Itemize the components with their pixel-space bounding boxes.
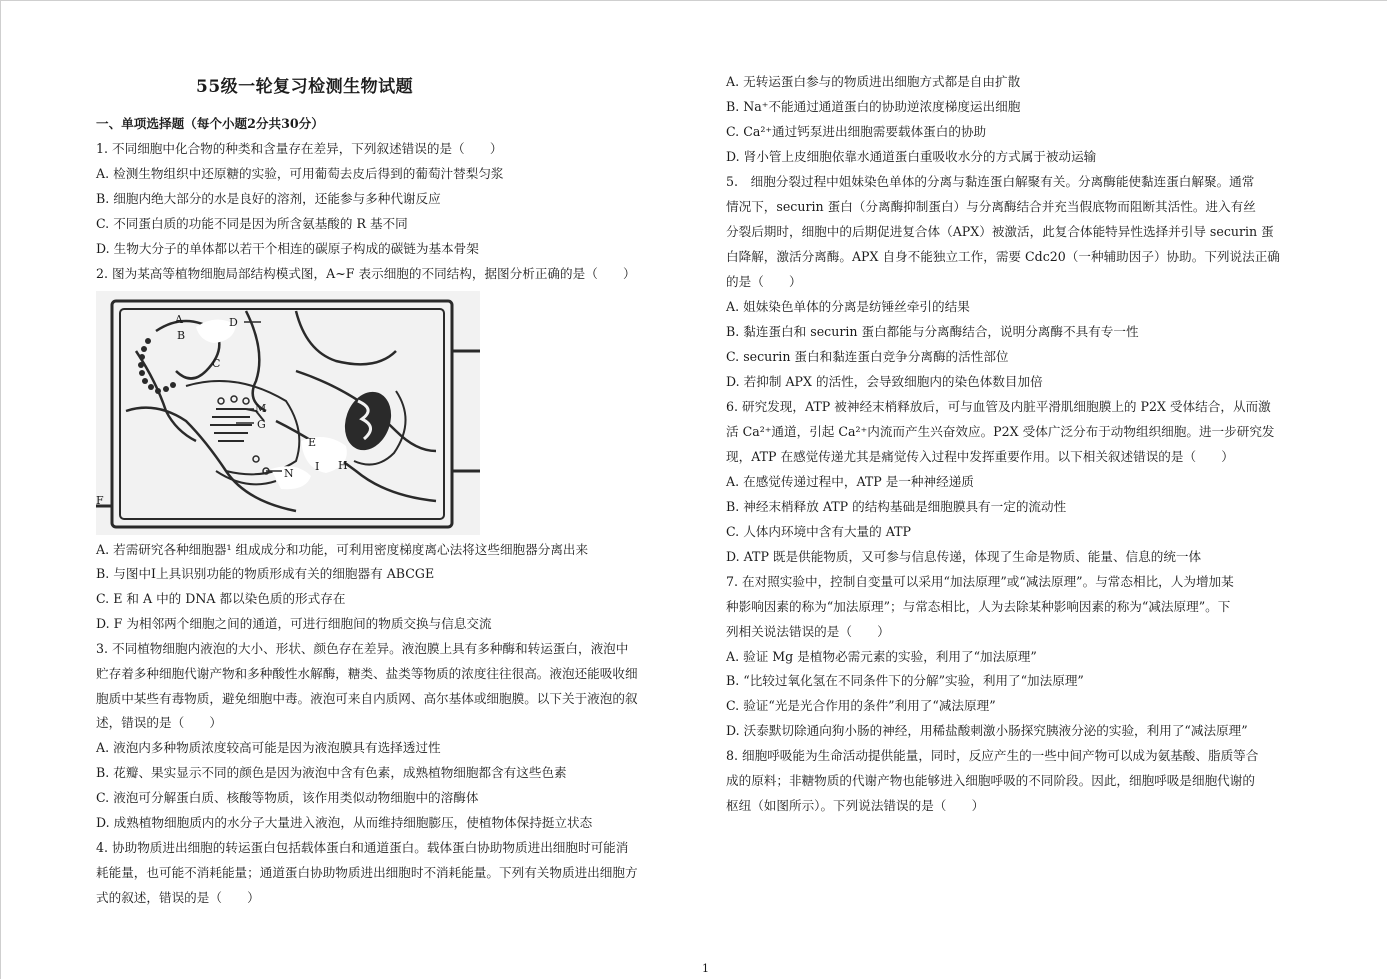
right-line: A. 姐妹染色单体的分离是纺锤丝牵引的结果 — [726, 299, 970, 314]
right-line: C. 验证“光是光合作用的条件”利用了“减法原理” — [726, 698, 996, 713]
right-line: 6. 研究发现，ATP 被神经末梢释放后，可与血管及内脏平滑肌细胞膜上的 P2X 受体结合，从而激 — [726, 399, 1271, 414]
right-line: 8. 细胞呼吸能为生命活动提供能量，同时，反应产生的一些中间产物可以成为氨基酸、脂质等合 — [726, 748, 1259, 763]
right-line: 枢纽（如图所示）。下列说法错误的是（ ） — [726, 798, 985, 813]
right-line: D. 肾小管上皮细胞依靠水通道蛋白重吸收水分的方式属于被动运输 — [726, 149, 1097, 164]
right-line: B. Na⁺不能通过通道蛋白的协助逆浓度梯度运出细胞 — [726, 99, 1021, 114]
left-line: C. 不同蛋白质的功能不同是因为所含氨基酸的 R 基不同 — [96, 216, 408, 231]
left-line: 3. 不同植物细胞内液泡的大小、形状、颜色存在差异。液泡膜上具有多种酶和转运蛋白，液泡中 — [96, 641, 629, 656]
right-line: 活 Ca²⁺通道，引起 Ca²⁺内流而产生兴奋效应。P2X 受体广泛分布于动物组织细胞。进一步研究发 — [726, 424, 1275, 439]
right-line: 情况下，securin 蛋白（分离酶抑制蛋白）与分离酶结合并充当假底物而阻断其活性。进入有丝 — [726, 199, 1256, 214]
figure-label: C — [212, 357, 221, 370]
left-line: 1. 不同细胞中化合物的种类和含量存在差异，下列叙述错误的是（ ） — [96, 141, 503, 156]
left-line: C. E 和 A 中的 DNA 都以染色质的形式存在 — [96, 591, 346, 606]
figure-label: M — [255, 402, 267, 415]
figure-label: A — [175, 313, 183, 326]
right-line: 成的原料；非糖物质的代谢产物也能够进入细胞呼吸的不同阶段。因此，细胞呼吸是细胞代谢的 — [726, 773, 1255, 788]
right-line: 列相关说法错误的是（ ） — [726, 624, 890, 639]
right-line: C. 人体内环境中含有大量的 ATP — [726, 524, 912, 539]
right-line: B. 神经末梢释放 ATP 的结构基础是细胞膜具有一定的流动性 — [726, 499, 1067, 514]
right-line: 7. 在对照实验中，控制自变量可以采用“加法原理”或“减法原理”。与常态相比，人为增加某 — [726, 574, 1234, 589]
left-line: 2. 图为某高等植物细胞局部结构模式图，A~F 表示细胞的不同结构，据图分析正确的是（ ） — [96, 266, 636, 281]
right-line: D. ATP 既是供能物质，又可参与信息传递，体现了生命是物质、能量、信息的统一体 — [726, 549, 1202, 564]
left-line: 胞质中某些有毒物质，避免细胞中毒。液泡可来自内质网、高尔基体或细胞膜。以下关于液泡的叙 — [96, 691, 638, 706]
left-line: D. 成熟植物细胞质内的水分子大量进入液泡，从而维持细胞膨压，使植物体保持挺立状态 — [96, 815, 593, 830]
left-line: 式的叙述，错误的是（ ） — [96, 890, 260, 905]
page-number: 1 — [702, 962, 709, 975]
section-heading: 一、单项选择题（每个小题2分共30分） — [96, 116, 324, 131]
figure-label: F — [96, 494, 104, 507]
left-line: 述，错误的是（ ） — [96, 715, 222, 730]
right-line: B. 黏连蛋白和 securin 蛋白都能与分离酶结合，说明分离酶不具有专一性 — [726, 324, 1139, 339]
right-line: C. Ca²⁺通过钙泵进出细胞需要载体蛋白的协助 — [726, 124, 987, 139]
left-line: B. 花瓣、果实显示不同的颜色是因为液泡中含有色素，成熟植物细胞都含有这些色素 — [96, 765, 567, 780]
right-line: 现，ATP 在感觉传递尤其是痛觉传入过程中发挥重要作用。以下相关叙述错误的是（ ） — [726, 449, 1234, 464]
left-line: 贮存着多种细胞代谢产物和多种酸性水解酶，糖类、盐类等物质的浓度往往很高。液泡还能吸收细 — [96, 666, 638, 681]
left-line: D. F 为相邻两个细胞之间的通道，可进行细胞间的物质交换与信息交流 — [96, 616, 492, 631]
left-line: C. 液泡可分解蛋白质、核酸等物质，该作用类似动物细胞中的溶酶体 — [96, 790, 479, 805]
right-line: A. 在感觉传递过程中，ATP 是一种神经递质 — [726, 474, 974, 489]
figure-label: G — [257, 418, 266, 431]
exam-title: 55级一轮复习检测生物试题 — [196, 77, 414, 97]
figure-label: H — [338, 459, 348, 472]
right-line: D. 沃泰默切除通向狗小肠的神经，用稀盐酸刺激小肠探究胰液分泌的实验，利用了“减法原理” — [726, 723, 1248, 738]
left-line: A. 若需研究各种细胞器¹ 组成成分和功能，可利用密度梯度离心法将这些细胞器分离出来 — [96, 542, 589, 557]
left-line: 耗能量，也可能不消耗能量；通道蛋白协助物质进出细胞时不消耗能量。下列有关物质进出细胞方 — [96, 865, 638, 880]
left-line: D. 生物大分子的单体都以若干个相连的碳原子构成的碳链为基本骨架 — [96, 241, 479, 256]
right-line: 种影响因素的称为“加法原理”；与常态相比，人为去除某种影响因素的称为“减法原理”。下 — [726, 599, 1231, 614]
right-line: C. securin 蛋白和黏连蛋白竞争分离酶的活性部位 — [726, 349, 1009, 364]
left-line: 4. 协助物质进出细胞的转运蛋白包括载体蛋白和通道蛋白。载体蛋白协助物质进出细胞时可能消 — [96, 840, 629, 855]
right-line: A. 无转运蛋白参与的物质进出细胞方式都是自由扩散 — [726, 74, 1021, 89]
right-line: 的是（ ） — [726, 274, 802, 289]
cell-structure-figure — [96, 291, 480, 535]
right-line: 5. 细胞分裂过程中姐妹染色单体的分离与黏连蛋白解聚有关。分离酶能使黏连蛋白解聚。通常 — [726, 174, 1255, 189]
left-line: B. 细胞内绝大部分的水是良好的溶剂，还能参与多种代谢反应 — [96, 191, 441, 206]
figure-label: E — [308, 436, 317, 449]
figure-label: D — [229, 316, 238, 329]
left-line: A. 液泡内多种物质浓度较高可能是因为液泡膜具有选择透过性 — [96, 740, 441, 755]
left-line: B. 与图中Ⅰ上具识别功能的物质形成有关的细胞器有 ABCGE — [96, 566, 435, 581]
figure-label: N — [284, 467, 294, 480]
right-line: A. 验证 Mg 是植物必需元素的实验，利用了“加法原理” — [726, 649, 1037, 664]
right-line: B. “比较过氧化氢在不同条件下的分解”实验，利用了“加法原理” — [726, 673, 1084, 688]
figure-label: I — [315, 460, 320, 473]
figure-label: B — [177, 329, 186, 342]
right-line: D. 若抑制 APX 的活性，会导致细胞内的染色体数目加倍 — [726, 374, 1043, 389]
right-line: 白降解，激活分离酶。APX 自身不能独立工作，需要 Cdc20（一种辅助因子）协助。下列说法正确 — [726, 249, 1280, 264]
right-line: 分裂后期时，细胞中的后期促进复合体（APX）被激活，此复合体能特异性选择并引导 securin 蛋 — [726, 224, 1274, 239]
left-line: A. 检测生物组织中还原糖的实验，可用葡萄去皮后得到的葡萄汁替梨匀浆 — [96, 166, 504, 181]
